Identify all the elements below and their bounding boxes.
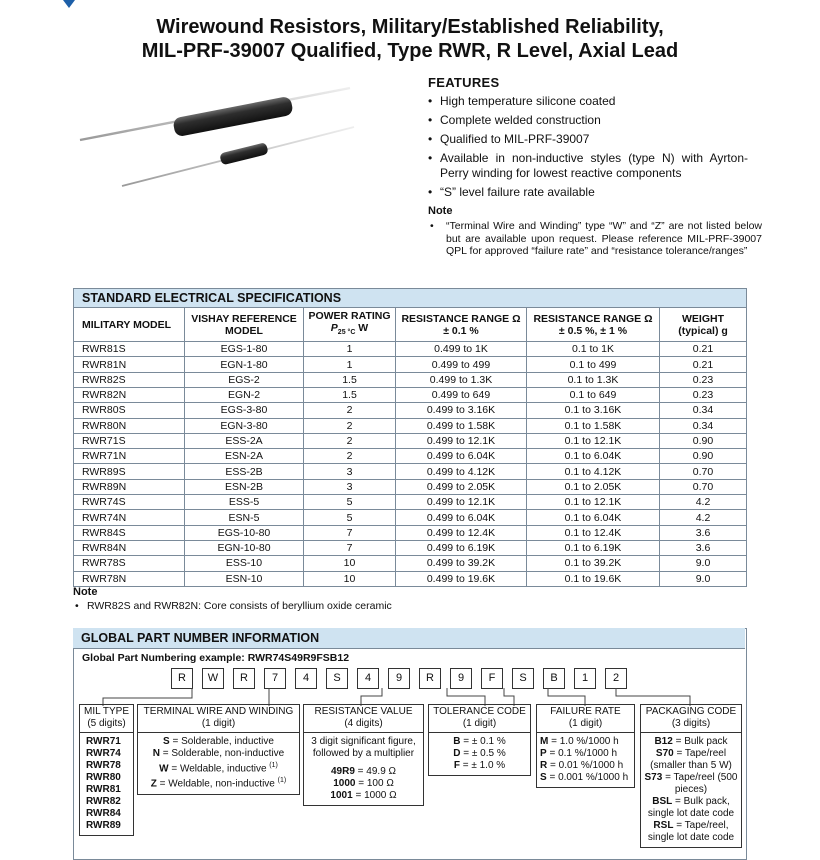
cell-power-rating: 10 bbox=[304, 571, 396, 586]
cell-military-model: RWR78S bbox=[74, 556, 185, 571]
mil-type-box: MIL TYPE (5 digits) RWR71 RWR74 RWR78 RWR80 RWR81 RWR82 RWR84 RWR89 bbox=[79, 704, 134, 836]
spec-table-row bbox=[74, 357, 747, 372]
part-number-char-box: 9 bbox=[450, 668, 472, 689]
spec-table-row bbox=[74, 464, 747, 479]
cell-resistance-01: 0.499 to 12.1K bbox=[396, 495, 527, 510]
cell-military-model: RWR71S bbox=[74, 433, 185, 448]
cell-vishay-model: ESN-2A bbox=[185, 449, 304, 464]
feature-item: • Complete welded construction bbox=[428, 113, 748, 128]
cell-resistance-05: 0.1 to 1.3K bbox=[527, 372, 660, 387]
cell-resistance-01: 0.499 to 12.4K bbox=[396, 525, 527, 540]
cell-weight: 0.90 bbox=[660, 433, 747, 448]
code-item: BSL = Bulk pack, single lot date code bbox=[647, 796, 735, 819]
feature-item: • Available in non-inductive styles (type N) with Ayrton-Perry winding for lowest reactive components bbox=[428, 151, 748, 181]
mil-type-item: RWR82 bbox=[86, 796, 121, 807]
part-number-char-box: 4 bbox=[357, 668, 379, 689]
cell-weight: 3.6 bbox=[660, 525, 747, 540]
part-number-char-box: S bbox=[326, 668, 348, 689]
cell-weight: 0.90 bbox=[660, 449, 747, 464]
spec-table-row bbox=[74, 495, 747, 510]
cell-resistance-01: 0.499 to 2.05K bbox=[396, 479, 527, 494]
cell-resistance-05: 0.1 to 19.6K bbox=[527, 571, 660, 586]
spec-table-title: STANDARD ELECTRICAL SPECIFICATIONS bbox=[74, 289, 747, 308]
cell-resistance-01: 0.499 to 1.3K bbox=[396, 372, 527, 387]
cell-military-model: RWR82S bbox=[74, 372, 185, 387]
terminal-wire-box: TERMINAL WIRE AND WINDING (1 digit) S = Solderable, inductive N = Solderable, non-inductive W = Weldable, inductive $^{(1)}$ Z = Weldable, non-inductive $^{(1)}$ bbox=[137, 704, 300, 795]
col-header-resistance-01: RESISTANCE RANGE Ω ± 0.1 % bbox=[396, 308, 527, 342]
cell-vishay-model: EGN-10-80 bbox=[185, 540, 304, 555]
col-header-power-rating: POWER RATING $P_{25 ^\circ C}$ W bbox=[304, 308, 396, 342]
code-item: 1001 = 1000 Ω bbox=[330, 790, 397, 801]
part-number-char-box: W bbox=[202, 668, 224, 689]
spec-table-row bbox=[74, 342, 747, 357]
large-resistor-body bbox=[172, 96, 293, 138]
resistance-value-box: RESISTANCE VALUE (4 digits) 3 digit significant figure, followed by a multiplier 49R9 = 49.9 Ω 1000 = 100 Ω 1001 = 1000 Ω bbox=[303, 704, 424, 806]
col-header-weight: WEIGHT (typical) g bbox=[660, 308, 747, 342]
gpn-title: GLOBAL PART NUMBER INFORMATION bbox=[73, 628, 745, 649]
code-item: Z = Weldable, non-inductive $^{(1)}$ bbox=[150, 777, 287, 790]
cell-resistance-01: 0.499 to 649 bbox=[396, 387, 527, 402]
cell-vishay-model: ESS-10 bbox=[185, 556, 304, 571]
cell-weight: 0.23 bbox=[660, 387, 747, 402]
code-item: S70 = Tape/reel (smaller than 5 W) bbox=[650, 748, 732, 771]
cell-vishay-model: ESN-10 bbox=[185, 571, 304, 586]
part-number-char-box: 1 bbox=[574, 668, 596, 689]
code-item: S = Solderable, inductive bbox=[163, 736, 274, 747]
cell-power-rating: 2 bbox=[304, 403, 396, 418]
cell-power-rating: 2 bbox=[304, 418, 396, 433]
cell-military-model: RWR80S bbox=[74, 403, 185, 418]
failure-rate-box: FAILURE RATE (1 digit) M = 1.0 %/1000 h P = 0.1 %/1000 h R = 0.01 %/1000 h S = 0.001 %/1000 h bbox=[536, 704, 635, 788]
cell-vishay-model: EGN-1-80 bbox=[185, 357, 304, 372]
cell-military-model: RWR74S bbox=[74, 495, 185, 510]
spec-table-row bbox=[74, 403, 747, 418]
col-header-vishay-model: VISHAY REFERENCE MODEL bbox=[185, 308, 304, 342]
cell-military-model: RWR71N bbox=[74, 449, 185, 464]
cell-vishay-model: ESS-2A bbox=[185, 433, 304, 448]
cell-resistance-05: 0.1 to 649 bbox=[527, 387, 660, 402]
cell-weight: 3.6 bbox=[660, 540, 747, 555]
mil-type-item: RWR81 bbox=[86, 784, 121, 795]
page-title-line2: MIL-PRF-39007 Qualified, Type RWR, R Level, Axial Lead bbox=[141, 40, 679, 62]
cell-resistance-05: 0.1 to 6.19K bbox=[527, 540, 660, 555]
spec-table-row bbox=[74, 449, 747, 464]
features-list bbox=[428, 94, 748, 204]
cell-vishay-model: ESN-5 bbox=[185, 510, 304, 525]
mil-type-item: RWR74 bbox=[86, 748, 121, 759]
col-header-resistance-05: RESISTANCE RANGE Ω ± 0.5 %, ± 1 % bbox=[527, 308, 660, 342]
cell-resistance-05: 0.1 to 6.04K bbox=[527, 510, 660, 525]
cell-weight: 4.2 bbox=[660, 510, 747, 525]
cell-military-model: RWR81S bbox=[74, 342, 185, 357]
cell-resistance-05: 0.1 to 1K bbox=[527, 342, 660, 357]
cell-power-rating: 7 bbox=[304, 540, 396, 555]
cell-military-model: RWR84S bbox=[74, 525, 185, 540]
spec-table-row bbox=[74, 556, 747, 571]
part-number-char-box: 4 bbox=[295, 668, 317, 689]
part-number-char-box: R bbox=[171, 668, 193, 689]
spec-table-row bbox=[74, 571, 747, 586]
part-number-char-box: F bbox=[481, 668, 503, 689]
part-number-char-box: 9 bbox=[388, 668, 410, 689]
cell-resistance-01: 0.499 to 1.58K bbox=[396, 418, 527, 433]
small-resistor-body bbox=[219, 142, 268, 165]
cell-power-rating: 1.5 bbox=[304, 387, 396, 402]
cell-vishay-model: EGS-3-80 bbox=[185, 403, 304, 418]
col-header-military-model: MILITARY MODEL bbox=[74, 308, 185, 342]
cell-resistance-01: 0.499 to 499 bbox=[396, 357, 527, 372]
cell-resistance-05: 0.1 to 2.05K bbox=[527, 479, 660, 494]
code-item: N = Solderable, non-inductive bbox=[152, 748, 285, 759]
cell-vishay-model: EGN-3-80 bbox=[185, 418, 304, 433]
cell-vishay-model: EGS-2 bbox=[185, 372, 304, 387]
spec-table-row bbox=[74, 525, 747, 540]
gpn-example: Global Part Numbering example: RWR74S49R9FSB12 bbox=[82, 652, 350, 664]
cell-resistance-01: 0.499 to 6.04K bbox=[396, 510, 527, 525]
feature-item: • “S” level failure rate available bbox=[428, 185, 748, 200]
cell-vishay-model: EGS-1-80 bbox=[185, 342, 304, 357]
spec-table-row bbox=[74, 540, 747, 555]
feature-item: • Qualified to MIL-PRF-39007 bbox=[428, 132, 748, 147]
mil-type-item: RWR71 bbox=[86, 736, 121, 747]
cell-weight: 0.70 bbox=[660, 479, 747, 494]
code-item: 1000 = 100 Ω bbox=[333, 778, 394, 789]
part-number-char-box: 2 bbox=[605, 668, 627, 689]
cell-resistance-05: 0.1 to 39.2K bbox=[527, 556, 660, 571]
cell-military-model: RWR82N bbox=[74, 387, 185, 402]
cell-power-rating: 1.5 bbox=[304, 372, 396, 387]
spec-table-row bbox=[74, 418, 747, 433]
code-item: B = ± 0.1 % bbox=[453, 736, 506, 747]
features-heading: FEATURES bbox=[428, 75, 500, 90]
standard-electrical-specifications-table bbox=[73, 288, 747, 587]
cell-weight: 9.0 bbox=[660, 556, 747, 571]
cell-vishay-model: ESS-2B bbox=[185, 464, 304, 479]
cell-power-rating: 2 bbox=[304, 449, 396, 464]
spec-table-header-row bbox=[74, 308, 747, 342]
code-item: M = 1.0 %/1000 h bbox=[540, 736, 619, 747]
cell-weight: 0.70 bbox=[660, 464, 747, 479]
spec-table-row bbox=[74, 372, 747, 387]
cell-resistance-05: 0.1 to 12.1K bbox=[527, 495, 660, 510]
code-item: W = Weldable, inductive $^{(1)}$ bbox=[159, 762, 278, 775]
cell-power-rating: 3 bbox=[304, 464, 396, 479]
part-number-char-box: S bbox=[512, 668, 534, 689]
mil-type-item: RWR89 bbox=[86, 820, 121, 831]
cell-vishay-model: ESN-2B bbox=[185, 479, 304, 494]
cell-weight: 0.23 bbox=[660, 372, 747, 387]
spec-note-heading: Note bbox=[73, 586, 98, 598]
code-item: F = ± 1.0 % bbox=[453, 760, 506, 771]
cell-power-rating: 5 bbox=[304, 495, 396, 510]
mil-type-item: RWR80 bbox=[86, 772, 121, 783]
cell-resistance-05: 0.1 to 3.16K bbox=[527, 403, 660, 418]
part-number-char-box: R bbox=[419, 668, 441, 689]
code-item: R = 0.01 %/1000 h bbox=[540, 760, 624, 771]
cell-power-rating: 10 bbox=[304, 556, 396, 571]
part-number-char-box: 7 bbox=[264, 668, 286, 689]
spec-table-row bbox=[74, 479, 747, 494]
code-item: RSL = Tape/reel, single lot date code bbox=[647, 820, 735, 843]
cell-military-model: RWR74N bbox=[74, 510, 185, 525]
part-number-char-box: R bbox=[233, 668, 255, 689]
cell-resistance-01: 0.499 to 4.12K bbox=[396, 464, 527, 479]
mil-type-item: RWR84 bbox=[86, 808, 121, 819]
part-number-char-box: B bbox=[543, 668, 565, 689]
cell-military-model: RWR81N bbox=[74, 357, 185, 372]
cell-power-rating: 7 bbox=[304, 525, 396, 540]
cell-weight: 0.34 bbox=[660, 403, 747, 418]
cell-weight: 0.34 bbox=[660, 418, 747, 433]
cell-military-model: RWR89S bbox=[74, 464, 185, 479]
spec-table-row bbox=[74, 510, 747, 525]
spec-note-text: • RWR82S and RWR82N: Core consists of beryllium oxide ceramic bbox=[75, 600, 392, 612]
code-item: 49R9 = 49.9 Ω bbox=[330, 766, 397, 777]
cell-military-model: RWR80N bbox=[74, 418, 185, 433]
packaging-code-box: PACKAGING CODE (3 digits) B12 = Bulk pack S70 = Tape/reel (smaller than 5 W) S73 = Tape/reel (500 pieces) BSL = Bulk pack, single lot date code RSL = Tape/reel, single lot date code bbox=[640, 704, 742, 848]
spec-table-row bbox=[74, 387, 747, 402]
cell-resistance-01: 0.499 to 39.2K bbox=[396, 556, 527, 571]
code-item: P = 0.1 %/1000 h bbox=[540, 748, 618, 759]
tolerance-code-box: TOLERANCE CODE (1 digit) B = ± 0.1 % D = ± 0.5 % F = ± 1.0 % bbox=[428, 704, 531, 776]
cell-weight: 4.2 bbox=[660, 495, 747, 510]
code-item: D = ± 0.5 % bbox=[453, 748, 506, 759]
cell-weight: 9.0 bbox=[660, 571, 747, 586]
page-title-line1: Wirewound Resistors, Military/Established Reliability, bbox=[156, 16, 664, 38]
cell-resistance-05: 0.1 to 4.12K bbox=[527, 464, 660, 479]
vishay-logo-fragment bbox=[63, 0, 75, 8]
cell-military-model: RWR78N bbox=[74, 571, 185, 586]
cell-weight: 0.21 bbox=[660, 342, 747, 357]
cell-resistance-01: 0.499 to 3.16K bbox=[396, 403, 527, 418]
cell-military-model: RWR89N bbox=[74, 479, 185, 494]
mil-type-item: RWR78 bbox=[86, 760, 121, 771]
resistor-illustration bbox=[78, 82, 358, 188]
cell-resistance-01: 0.499 to 1K bbox=[396, 342, 527, 357]
cell-resistance-01: 0.499 to 6.19K bbox=[396, 540, 527, 555]
cell-power-rating: 1 bbox=[304, 342, 396, 357]
code-item: S73 = Tape/reel (500 pieces) bbox=[644, 772, 738, 795]
cell-power-rating: 2 bbox=[304, 433, 396, 448]
cell-resistance-01: 0.499 to 19.6K bbox=[396, 571, 527, 586]
spec-table-row bbox=[74, 433, 747, 448]
cell-resistance-05: 0.1 to 12.4K bbox=[527, 525, 660, 540]
cell-resistance-05: 0.1 to 1.58K bbox=[527, 418, 660, 433]
feature-item: • High temperature silicone coated bbox=[428, 94, 748, 109]
cell-military-model: RWR84N bbox=[74, 540, 185, 555]
code-item: B12 = Bulk pack bbox=[654, 736, 728, 747]
cell-power-rating: 3 bbox=[304, 479, 396, 494]
cell-resistance-05: 0.1 to 6.04K bbox=[527, 449, 660, 464]
cell-weight: 0.21 bbox=[660, 357, 747, 372]
cell-resistance-01: 0.499 to 12.1K bbox=[396, 433, 527, 448]
cell-resistance-05: 0.1 to 12.1K bbox=[527, 433, 660, 448]
features-note-text: • “Terminal Wire and Winding” type “W” and “Z” are not listed below but are available upon request. Please reference MIL-PRF-39007 QPL for approved “failure rate” and “resistance tolerance/ranges” bbox=[430, 220, 762, 258]
features-note-heading: Note bbox=[428, 205, 453, 217]
cell-vishay-model: EGN-2 bbox=[185, 387, 304, 402]
cell-vishay-model: EGS-10-80 bbox=[185, 525, 304, 540]
cell-power-rating: 5 bbox=[304, 510, 396, 525]
cell-resistance-01: 0.499 to 6.04K bbox=[396, 449, 527, 464]
code-item: S = 0.001 %/1000 h bbox=[540, 772, 629, 783]
cell-resistance-05: 0.1 to 499 bbox=[527, 357, 660, 372]
cell-vishay-model: ESS-5 bbox=[185, 495, 304, 510]
cell-power-rating: 1 bbox=[304, 357, 396, 372]
